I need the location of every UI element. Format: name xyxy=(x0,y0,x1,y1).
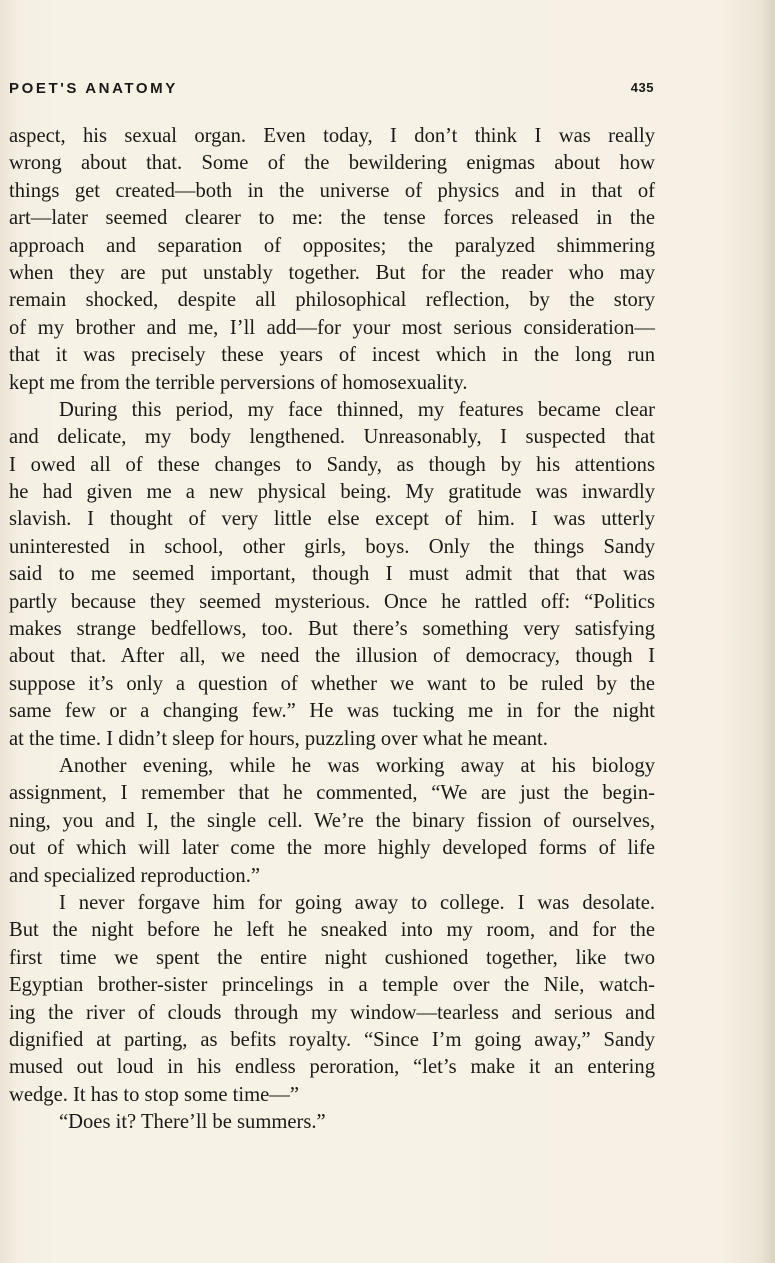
text-line: he had given me a new physical being. My gratitude was inwardly xyxy=(9,481,655,504)
text-line: wedge. It has to stop some time—” xyxy=(9,1083,299,1106)
text-line: “Does it? There’ll be summers.” xyxy=(59,1111,326,1134)
running-head xyxy=(9,80,654,100)
text-line: when they are put unstably together. But for the reader who may xyxy=(9,261,655,284)
text-line: remain shocked, despite all philosophical reflection, by the story xyxy=(9,289,655,312)
text-line: uninterested in school, other girls, boys. Only the things Sandy xyxy=(9,535,655,558)
text-line: that it was precisely these years of incest which in the long run xyxy=(9,344,655,367)
text-line: out of which will later come the more highly developed forms of life xyxy=(9,837,655,860)
text-line: slavish. I thought of very little else except of him. I was utterly xyxy=(9,508,655,531)
text-line: During this period, my face thinned, my features became clear xyxy=(59,398,655,421)
text-line: dignified at parting, as befits royalty. “Since I’m going away,” Sandy xyxy=(9,1028,655,1051)
text-line: and delicate, my body lengthened. Unreasonably, I suspected that xyxy=(9,426,655,449)
text-line: about that. After all, we need the illusion of democracy, though I xyxy=(9,645,655,668)
text-line: suppose it’s only a question of whether we want to be ruled by the xyxy=(9,672,655,695)
running-head-title: POET'S ANATOMY xyxy=(9,80,178,97)
text-line: makes strange bedfellows, too. But there’s something very satisfying xyxy=(9,618,655,641)
page-number: 435 xyxy=(630,80,654,95)
text-line: mused out loud in his endless peroration, “let’s make it an entering xyxy=(9,1056,655,1079)
text-line: things get created—both in the universe of physics and in that of xyxy=(9,179,655,202)
text-line: I owed all of these changes to Sandy, as though by his attentions xyxy=(9,453,655,476)
text-line: partly because they seemed mysterious. Once he rattled off: “Politics xyxy=(9,590,655,613)
text-line: of my brother and me, I’ll add—for your most serious consideration— xyxy=(9,316,655,339)
text-line: aspect, his sexual organ. Even today, I don’t think I was really xyxy=(9,125,655,147)
text-line: same few or a changing few.” He was tucking me in for the night xyxy=(9,700,655,723)
text-line: art—later seemed clearer to me: the tense forces released in the xyxy=(9,207,655,230)
text-line: assignment, I remember that he commented, “We are just the begin- xyxy=(9,782,655,805)
text-line: But the night before he left he sneaked into my room, and for the xyxy=(9,919,655,942)
text-line: ning, you and I, the single cell. We’re the binary fission of ourselves, xyxy=(9,809,655,832)
text-line: approach and separation of opposites; the paralyzed shimmering xyxy=(9,234,655,257)
text-line: and specialized reproduction.” xyxy=(9,864,261,887)
text-line: first time we spent the entire night cushioned together, like two xyxy=(9,946,655,969)
text-line: Egyptian brother-sister princelings in a temple over the Nile, watch- xyxy=(9,974,655,997)
text-line: said to me seemed important, though I must admit that that was xyxy=(9,563,655,586)
text-line: wrong about that. Some of the bewildering enigmas about how xyxy=(9,152,655,175)
text-line: kept me from the terrible perversions of homosexuality. xyxy=(9,371,468,394)
text-line: ing the river of clouds through my window—tearless and serious and xyxy=(9,1001,655,1024)
text-line: Another evening, while he was working away at his biology xyxy=(59,754,655,777)
text-line: I never forgave him for going away to college. I was desolate. xyxy=(59,891,655,914)
body-text xyxy=(9,123,655,1136)
text-line: at the time. I didn’t sleep for hours, puzzling over what he meant. xyxy=(9,727,548,750)
